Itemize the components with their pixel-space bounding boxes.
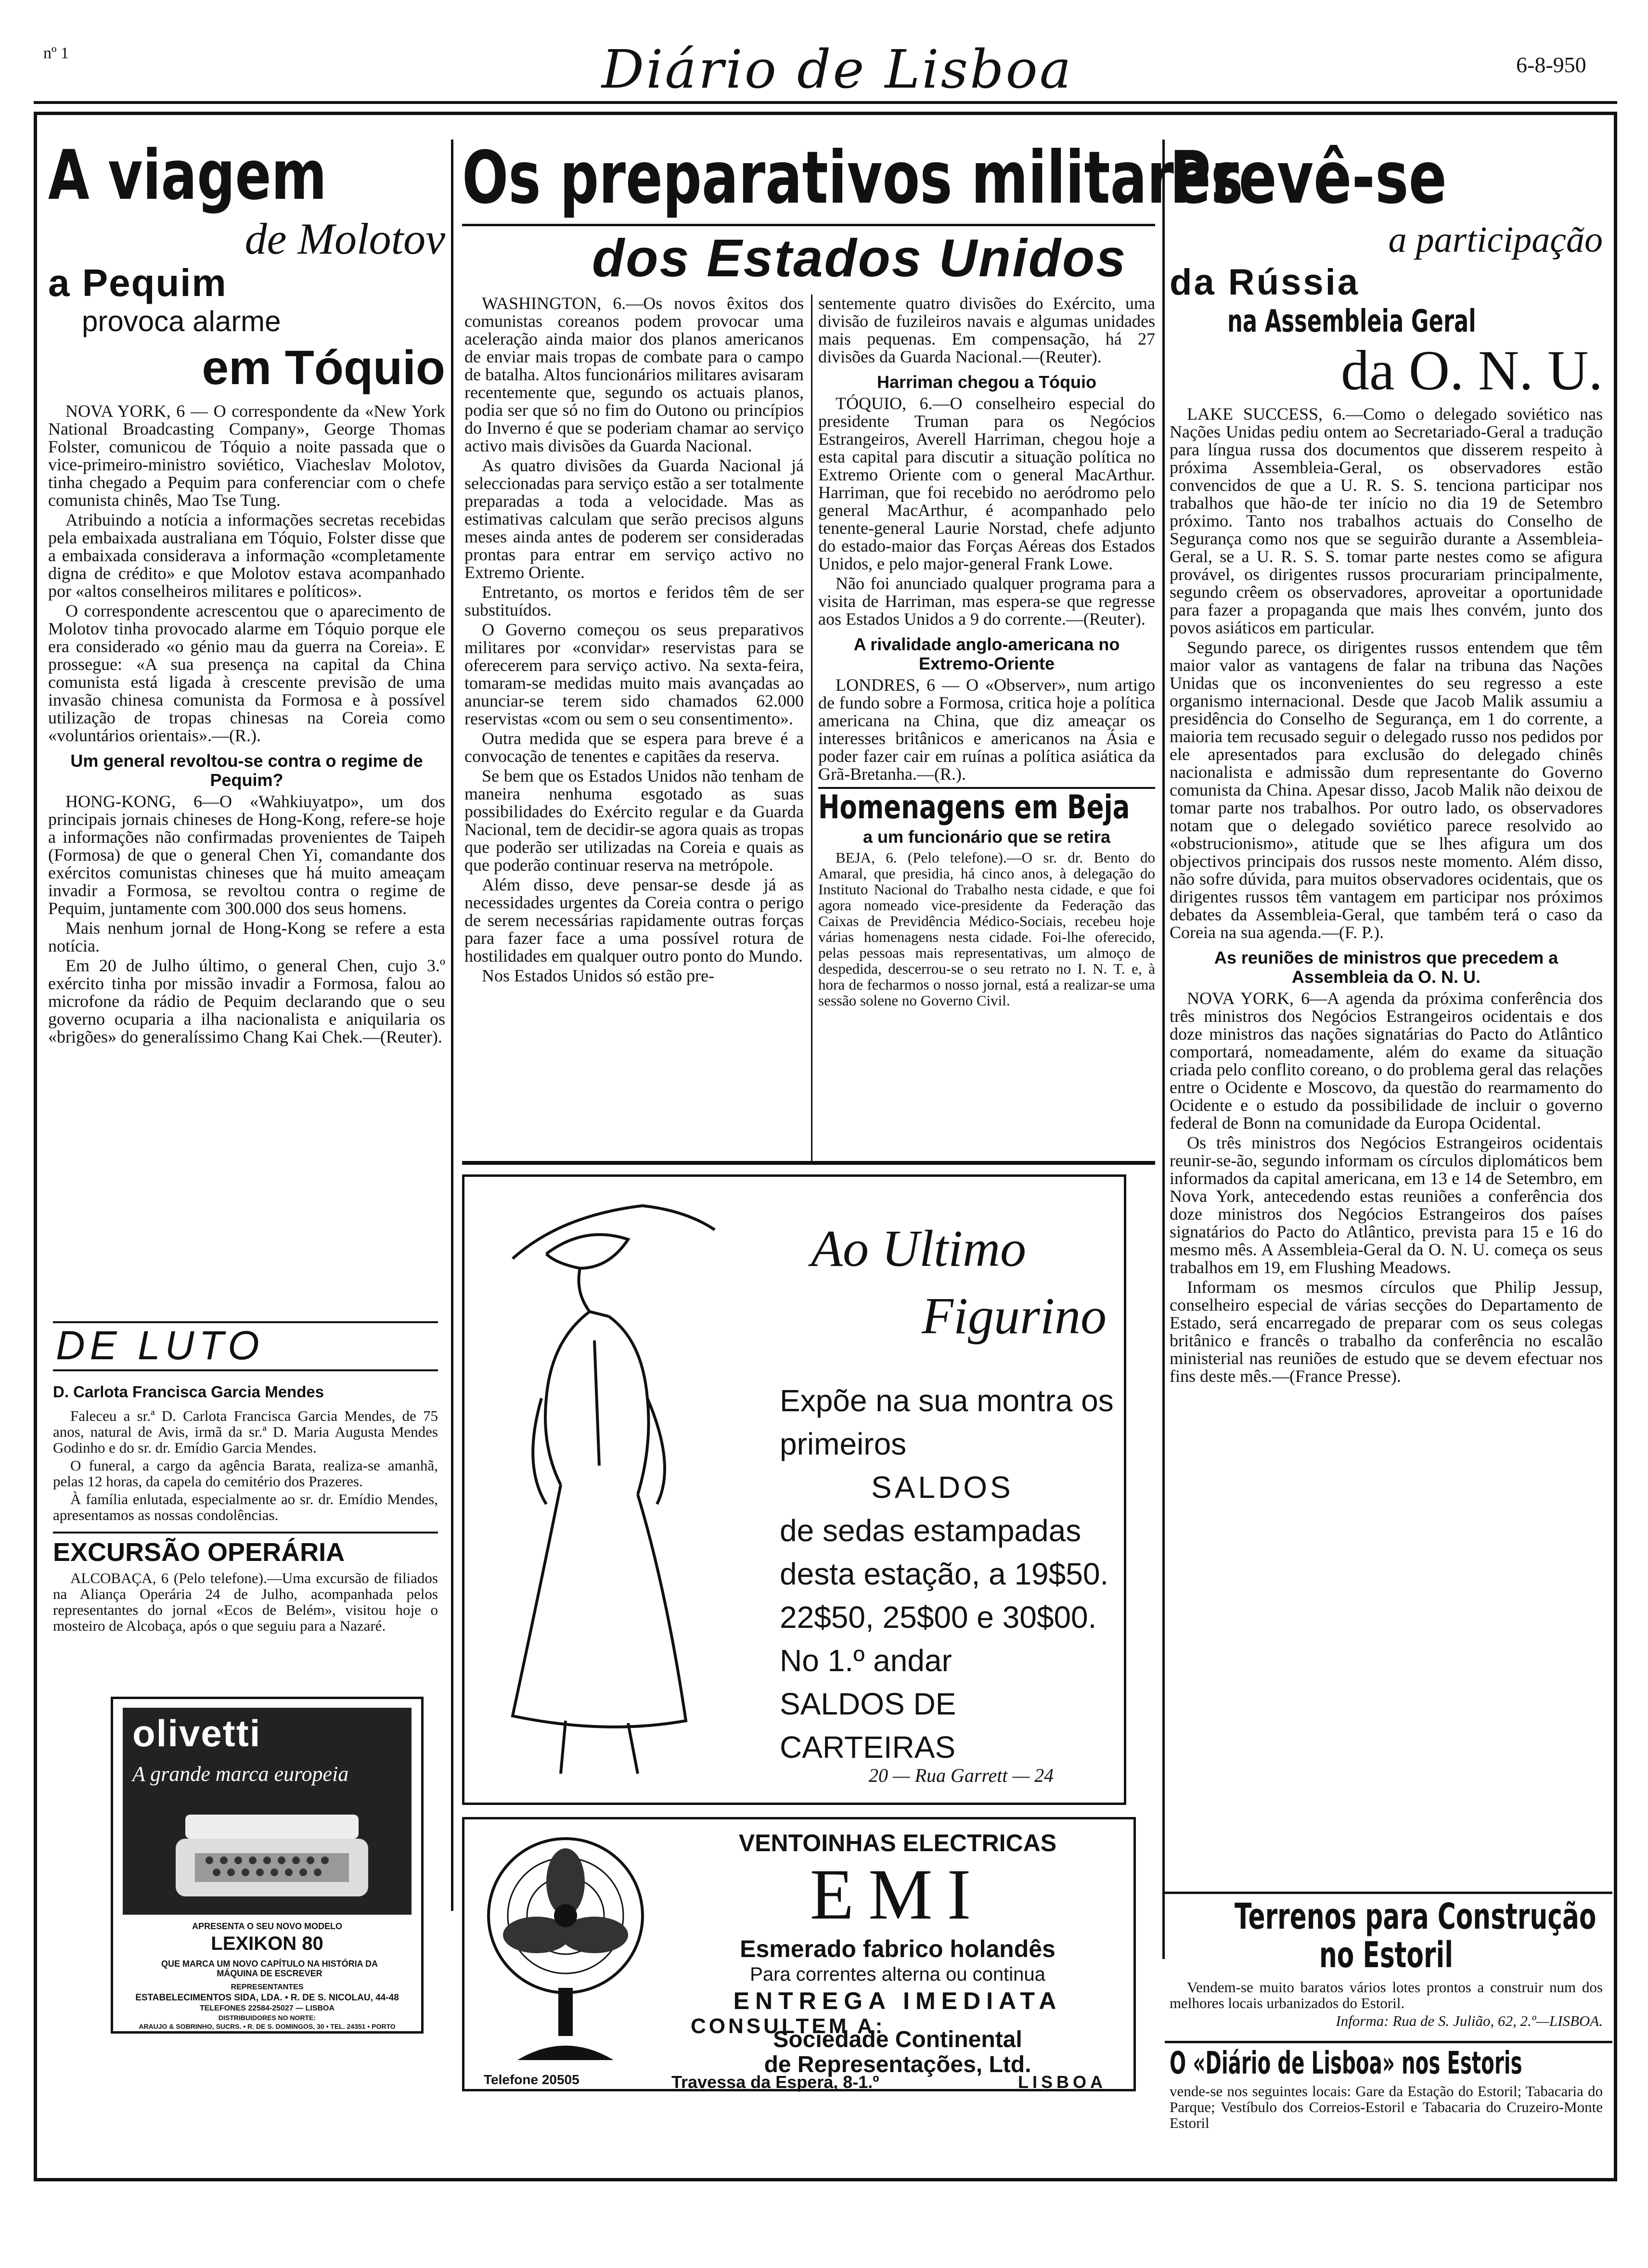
figurino-title: Figurino	[922, 1288, 1107, 1345]
fashion-figure-icon	[484, 1196, 734, 1788]
emi-telephone: Telefone 20505	[484, 2072, 579, 2087]
paragraph: sentemente quatro divisões do Exército, uma divisão de fuzileiros navais e algumas unidades mais pequenas. Em compensação, há 27 divisões da Guarda Nacional.—(Reuter).	[818, 294, 1155, 366]
figurino-line: de sedas estampadas	[780, 1513, 1082, 1548]
olivetti-line: DISTRIBUIDORES NO NORTE:	[218, 2014, 316, 2022]
paragraph: Nos Estados Unidos só estão pre-	[482, 966, 714, 985]
olivetti-line: ARAUJO & SOBRINHO, SUCRS. • R. DE S. DOMINGOS, 30 • TEL. 24351 • PORTO	[139, 2023, 396, 2030]
paragraph: Atribuindo a notícia a informações secretas recebidas pela embaixada australiana em Tóquio, Folster disse que a embaixada considerava a informação «completamente digna de crédito» e que Molotov estava acompanhado por «altos conselheiros militares e políticos».	[48, 510, 445, 601]
estoris-title: O «Diário de Lisboa» nos Estoris	[1170, 2046, 1522, 2081]
figurino-title: Ao Ultimo	[811, 1220, 1026, 1277]
emi-line: Esmerado fabrico holandês	[740, 1935, 1056, 1962]
subheading-general-revolta: Um general revoltou-se contra o regime de Pequim?	[70, 751, 423, 790]
article-preparativos-col1	[464, 295, 804, 987]
figurino-line: primeiros	[780, 1427, 907, 1461]
column-divider-center	[811, 295, 812, 1161]
subheading-reunioes: As reuniões de ministros que precedem a Assembleia da O. N. U.	[1214, 948, 1558, 987]
paragraph: BEJA, 6. (Pelo telefone).—O sr. dr. Bento do Amaral, que presidia, há cinco anos, à delegação do Instituto Nacional do Trabalho nesta cidade, e que foi agora nomeado vice-presidente da Federação das Caixas de Previdência Médico-Sociais, recebeu hoje várias homenagens nesta cidade. Foi-lhe oferecido, pelas pessoas mais representativas, um almoço de despedida, descerrou-se o seu retrato no I. N. T. e, à hora de fecharmos o nosso jornal, está a realizar-se uma sessão solene no Governo Civil.	[818, 849, 1155, 1009]
paragraph: O correspondente acrescentou que o aparecimento de Molotov tinha provocado alarme em Tóquio porque ele era considerado «o génio mau da guerra na Coreia». E prossegue: «A sua presença na capital da China comunista está ligada à crescente previsão de uma invasão chinesa comunista da Formosa e à possível utilização de tropas chinesas na Coreia como «voluntários orientais».—(R.).	[48, 601, 445, 745]
emi-line: ENTREGA IMEDIATA	[733, 1987, 1062, 2014]
section-rule	[1165, 1892, 1612, 1894]
obituary-name: D. Carlota Francisca Garcia Mendes	[53, 1383, 324, 1401]
olivetti-line: QUE MARCA UM NOVO CAPÍTULO NA HISTÓRIA DA MÁQUINA DE ESCREVER	[161, 1959, 378, 1978]
paragraph: LAKE SUCCESS, 6.—Como o delegado soviético nas Nações Unidas pediu ontem ao Secretariado-Geral a tradução para língua russa dos documentos que disserem respeito à próxima Assembleia-Geral, os observadores estão convencidos de que a U. R. S. S. tenciona participar nos trabalhos que hão-de ter início no dia 19 de Setembro próximo. Tanto nos trabalhos actuais do Conselho de Segurança como nos que se seguirão durante a Assembleia-Geral, se a U. R. S. S. tomar parte nestes como se afigura provável, os dirigentes russos procurariam principalmente, segundo crêem os observadores, aproveitar a oportunidade para fazer a propaganda que mais lhes convém, junto dos povos asiáticos em particular.	[1170, 404, 1603, 637]
figurino-line: desta estação, a 19$50.	[780, 1557, 1109, 1591]
headline-preparativos: Os preparativos militares	[462, 136, 1244, 220]
paragraph: Em 20 de Julho último, o general Chen, cujo 3.º exército tinha por missão invadir a Formosa, falou ao microfone da rádio de Pequim declarando que o seu governo ocuparia a ilha nacionalista e aniquilaria os «brigões» do generalíssimo Chang Kai Chek.—(Reuter).	[48, 956, 445, 1046]
emi-address: Travessa da Espera, 8-1.º	[671, 2072, 879, 2092]
paragraph: Entretanto, os mortos e feridos têm de ser substituídos.	[464, 582, 804, 619]
olivetti-line: APRESENTA O SEU NOVO MODELO	[192, 1921, 343, 1931]
emi-line: VENTOINHAS ELECTRICAS	[738, 1830, 1057, 1856]
headline-a-pequim: a Pequim	[48, 261, 227, 304]
paragraph: Além disso, deve pensar-se desde já as necessidades urgentes da Coreia contra o perigo de serem necessárias rapidamente outras forças para fazer face a uma possível rotura de hostilidades em qualquer outro ponto do Mundo.	[464, 875, 804, 966]
headline-rule	[462, 224, 1155, 226]
paragraph: NOVA YORK, 6—A agenda da próxima conferência dos três ministros dos Negócios Estrangeiros ocidentais e dos doze ministros das nações signatárias do Pacto do Atlântico comportará, nomeadamente, além do exame da situação criada pelo conflito coreano, o do problema geral das relações entre o Ocidente e Moscovo, da questão do rearmamento do Ocidente e o estudo da possibilidade de incluir o governo federal de Bonn na comunidade da Europa Ocidental.	[1170, 989, 1603, 1133]
paragraph: NOVA YORK, 6 — O correspondente da «New York National Broadcasting Company», George Thomas Folster, comunicou de Tóquio a noite passada que o vice-primeiro-ministro soviético, Viacheslav Molotov, tinha chegado a Pequim para conferenciar com o chefe comunista chinês, Mao Tse Tung.	[48, 401, 445, 510]
olivetti-logo: olivetti	[132, 1712, 261, 1754]
terrenos-title: Terrenos para Construção	[1235, 1896, 1596, 1937]
headline-russia: da Rússia	[1170, 262, 1360, 303]
page-number: nº 1	[43, 44, 69, 62]
paragraph: Segundo parece, os dirigentes russos entendem que têm maior valor as vantagens de falar na tribuna das Nações Unidas que os inconvenientes do seu regresso a este organismo internacional. Desde que Jacob Malik assumiu a presidência do Conselho de Segurança, em 1 do corrente, a maioria tem recusado seguir o delegado russo nos pedidos por ele apresentados para exclusão do delegado chinês nacionalista e admissão dum representante do Governo comunista da China. Apesar disso, Jacob Malik não deixou de tomar parte nos trabalhos. Por outro lado, os observadores notam que o delegado soviético parece resolvido ao «obstrucionismo», atitude que se lhes afigura um dos objectivos principais dos russos neste momento. Além disso, não sofre dúvida, para muitos observadores ocidentais, que os dirigentes russos têm vantagem em participar nos próximos debates da Assembleia-Geral, que também terá o caso da Coreia na sua agenda.—(F. P.).	[1170, 638, 1603, 942]
column-divider-left	[451, 140, 453, 1911]
paragraph: WASHINGTON, 6.—Os novos êxitos dos comunistas coreanos podem provocar uma aceleração ainda maior dos planos americanos de enviar mais tropas de combate para o campo de batalha. Altos funcionários militares avisaram recentemente que, segundo os actuais planos, podia ser que só no fim do Outono ou princípios do Inverno é que se poderiam chamar ao serviço activo mais divisões da Guarda Nacional.	[464, 294, 804, 455]
figurino-ad	[462, 1174, 1126, 1805]
obituary-title: DE LUTO	[53, 1321, 438, 1371]
section-rule	[462, 1161, 1155, 1165]
beja-subtitle: a um funcionário que se retira	[863, 827, 1111, 847]
subheading-rivalidade: A rivalidade anglo-americana no Extremo-Oriente	[853, 634, 1120, 673]
olivetti-slogan: A grande marca europeia	[132, 1762, 349, 1786]
figurino-text	[780, 1379, 1124, 1769]
paragraph: TÓQUIO, 6.—O conselheiro especial do presidente Truman para os Negócios Estrangeiros, Averell Harriman, chegou hoje a esta capital para discutir a situação política no Extremo Oriente com o general MacArthur. Harriman, que foi recebido no aeródromo pelo general MacArthur, é acompanhado pelo tenente-general Laurie Norstad, chefe adjunto do estado-maior das Forças Aéreas dos Estados Unidos, e pelo major-general Frank Lowe.	[818, 394, 1155, 573]
emi-city: LISBOA	[1018, 2072, 1107, 2092]
paragraph: vende-se nos seguintes locais: Gare da Estação do Estoril; Tabacaria do Parque; Vestíbulo dos Correios-Estoril e Tabacaria do Cruzeiro-Monte Estoril	[1170, 2083, 1603, 2131]
emi-brand: EMI	[810, 1855, 986, 1934]
paragraph: Informam os mesmos círculos que Philip Jessup, conselheiro especial de várias secções do Departamento de Estado, será encarregado de preparar com os seus colegas britânico e francês o trabalho da conferência no escalão ministerial nas reuniões de estudo que se devem efectuar nos fins deste mês.—(France Presse).	[1170, 1277, 1603, 1386]
obituary	[53, 1321, 438, 1636]
electric-fan-icon	[474, 1829, 657, 2070]
estoris-notice	[1170, 2046, 1603, 2133]
olivetti-line: REPRESENTANTES	[231, 1983, 304, 1991]
paragraph: Não foi anunciado qualquer programa para a visita de Harriman, mas espera-se que regresse aos Estados Unidos a 9 do corrente.—(Reuter).	[818, 574, 1155, 629]
figurino-line: SALDOS DE CARTEIRAS	[780, 1687, 956, 1765]
paragraph: Vendem-se muito baratos vários lotes prontos a construir num dos melhores locais urbanizados do Estoril.	[1170, 1979, 1603, 2011]
issue-date: 6-8-950	[1516, 52, 1586, 77]
emi-line: CONSULTEM A:	[691, 2014, 886, 2038]
section-rule	[1165, 2041, 1612, 2043]
article-preparativos-col2	[818, 295, 1155, 1010]
paragraph: O Governo começou os seus preparativos militares por «convidar» reservistas para se oferecerem para serviço activo. Na sexta-feira, tomaram-se medidas muito mais avançadas ao anunciar-se terem sido chamados 62.000 reservistas «com ou sem o seu consentimento».	[464, 620, 804, 728]
newspaper-title: Diário de Lisboa	[602, 39, 1073, 100]
paragraph: LONDRES, 6 — O «Observer», num artigo de fundo sobre a Formosa, critica hoje a política americana na China, que diz ameaçar os interesses britânicos e americanos na Ásia e poder fazer cair em ruínas a política asiática da Grã-Bretanha.—(R.).	[818, 675, 1155, 784]
emi-ad	[462, 1817, 1136, 2091]
masthead-rule	[34, 101, 1617, 104]
terrenos-title: no Estoril	[1319, 1934, 1454, 1976]
article-molotov	[48, 136, 445, 1048]
paragraph: O funeral, a cargo da agência Barata, realiza-se amanhã, pelas 12 horas, da capela do cemitério dos Prazeres.	[53, 1457, 438, 1490]
olivetti-model: LEXIKON 80	[211, 1933, 323, 1954]
headline-de-molotov: de Molotov	[245, 214, 445, 263]
paragraph: HONG-KONG, 6—O «Wahkiuyatpo», um dos principais jornais chineses de Hong-Kong, refere-se hoje a informações não confirmadas provenientes de Taipeh (Formosa) de que o general Chen Yi, comandante dos exércitos comunistas chineses que há muito ameaçam invadir a Formosa, se revoltou contra o regime de Pequim, juntamente com 300.000 dos seus homens.	[48, 792, 445, 918]
terrenos-ad	[1170, 1897, 1603, 2031]
headline-a-viagem: A viagem	[48, 136, 327, 215]
paragraph: À família enlutada, especialmente ao sr. dr. Emídio Mendes, apresentamos as nossas condolências.	[53, 1491, 438, 1523]
emi-line: Para correntes alterna ou continua	[750, 1964, 1045, 1985]
typewriter-icon	[171, 1800, 373, 1906]
beja-title: Homenagens em Beja	[818, 788, 1130, 826]
olivetti-line: ESTABELECIMENTOS SIDA, LDA. • R. DE S. NICOLAU, 44-48	[135, 1993, 399, 2003]
figurino-line: 22$50, 25$00 e 30$00.	[780, 1600, 1097, 1635]
column-divider-right	[1162, 140, 1165, 1959]
paragraph: Se bem que os Estados Unidos não tenham de maneira nenhuma esgotado as suas possibilidades do Exército regular e da Guarda Nacional, tem de decidir-se agora quais as tropas que poderão ser utilizadas na Coreia e quais as que poderão continuar reserva na metrópole.	[464, 766, 804, 875]
paragraph: Os três ministros dos Negócios Estrangeiros ocidentais reunir-se-ão, segundo informam os círculos diplomáticos bem informados da capital americana, em 13 e 14 de Setembro, em Nova York, antecedendo estas reuniões a conferência dos doze ministros dos Negócios Estrangeiros dos países signatários do Pacto do Atlântico, prevista para 15 e 16 do mesmo mês. A Assembleia-Geral da O. N. U. começa os seus trabalhos em 19, em Flushing Meadows.	[1170, 1133, 1603, 1277]
article-russia	[1170, 136, 1603, 1387]
headline-preve-se: Prevê-se	[1170, 136, 1447, 220]
emi-company: Sociedade Continental	[773, 2027, 1022, 2052]
headline-participacao: a participação	[1388, 219, 1603, 260]
figurino-line: No 1.º andar	[780, 1643, 952, 1678]
paragraph: As quatro divisões da Guarda Nacional já seleccionadas para serviço estão a ser totalmente preparadas a toda a velocidade. Mas as estimativas calculam que serão precisos alguns meses ainda antes de poderem ser consideradas prontas para entrar em serviço activo no Extremo Oriente.	[464, 456, 804, 582]
figurino-line: SALDOS	[871, 1470, 1014, 1505]
headline-em-toquio: em Tóquio	[202, 341, 445, 395]
terrenos-info: Informa: Rua de S. Julião, 62, 2.º—LISBOA.	[1336, 2012, 1603, 2029]
excursion-title: EXCURSÃO OPERÁRIA	[53, 1532, 438, 1567]
emi-company: de Representações, Ltd.	[764, 2052, 1031, 2077]
headline-estados-unidos: dos Estados Unidos	[592, 229, 1127, 288]
figurino-line: Expõe na sua montra os	[780, 1383, 1114, 1418]
paragraph: Mais nenhum jornal de Hong-Kong se refere a esta notícia.	[48, 918, 445, 955]
headline-provoca-alarme: provoca alarme	[82, 305, 281, 337]
headline-assembleia: na Assembleia Geral	[1227, 304, 1476, 339]
figurino-address: 20 — Rua Garrett — 24	[869, 1765, 1054, 1786]
olivetti-line: TELEFONES 22584-25027 — LISBOA	[199, 2004, 335, 2012]
paragraph: ALCOBAÇA, 6 (Pelo telefone).—Uma excursão de filiados na Aliança Operária 24 de Julho, acompanhada pelos representantes do jornal «Ecos de Belém», visitou hoje o mosteiro de Alcobaça, após o que seguiu para a Nazaré.	[53, 1570, 438, 1634]
paragraph: Faleceu a sr.ª D. Carlota Francisca Garcia Mendes, de 75 anos, natural de Avis, irmã da sr.ª D. Maria Augusta Mendes Godinho e do sr. dr. Emídio Garcia Mendes.	[53, 1407, 438, 1456]
headline-onu: da O. N. U.	[1340, 339, 1603, 402]
olivetti-ad	[111, 1697, 424, 2034]
paragraph: Outra medida que se espera para breve é a convocação de tenentes e capitães da reserva.	[464, 729, 804, 766]
subheading-harriman: Harriman chegou a Tóquio	[876, 372, 1097, 392]
